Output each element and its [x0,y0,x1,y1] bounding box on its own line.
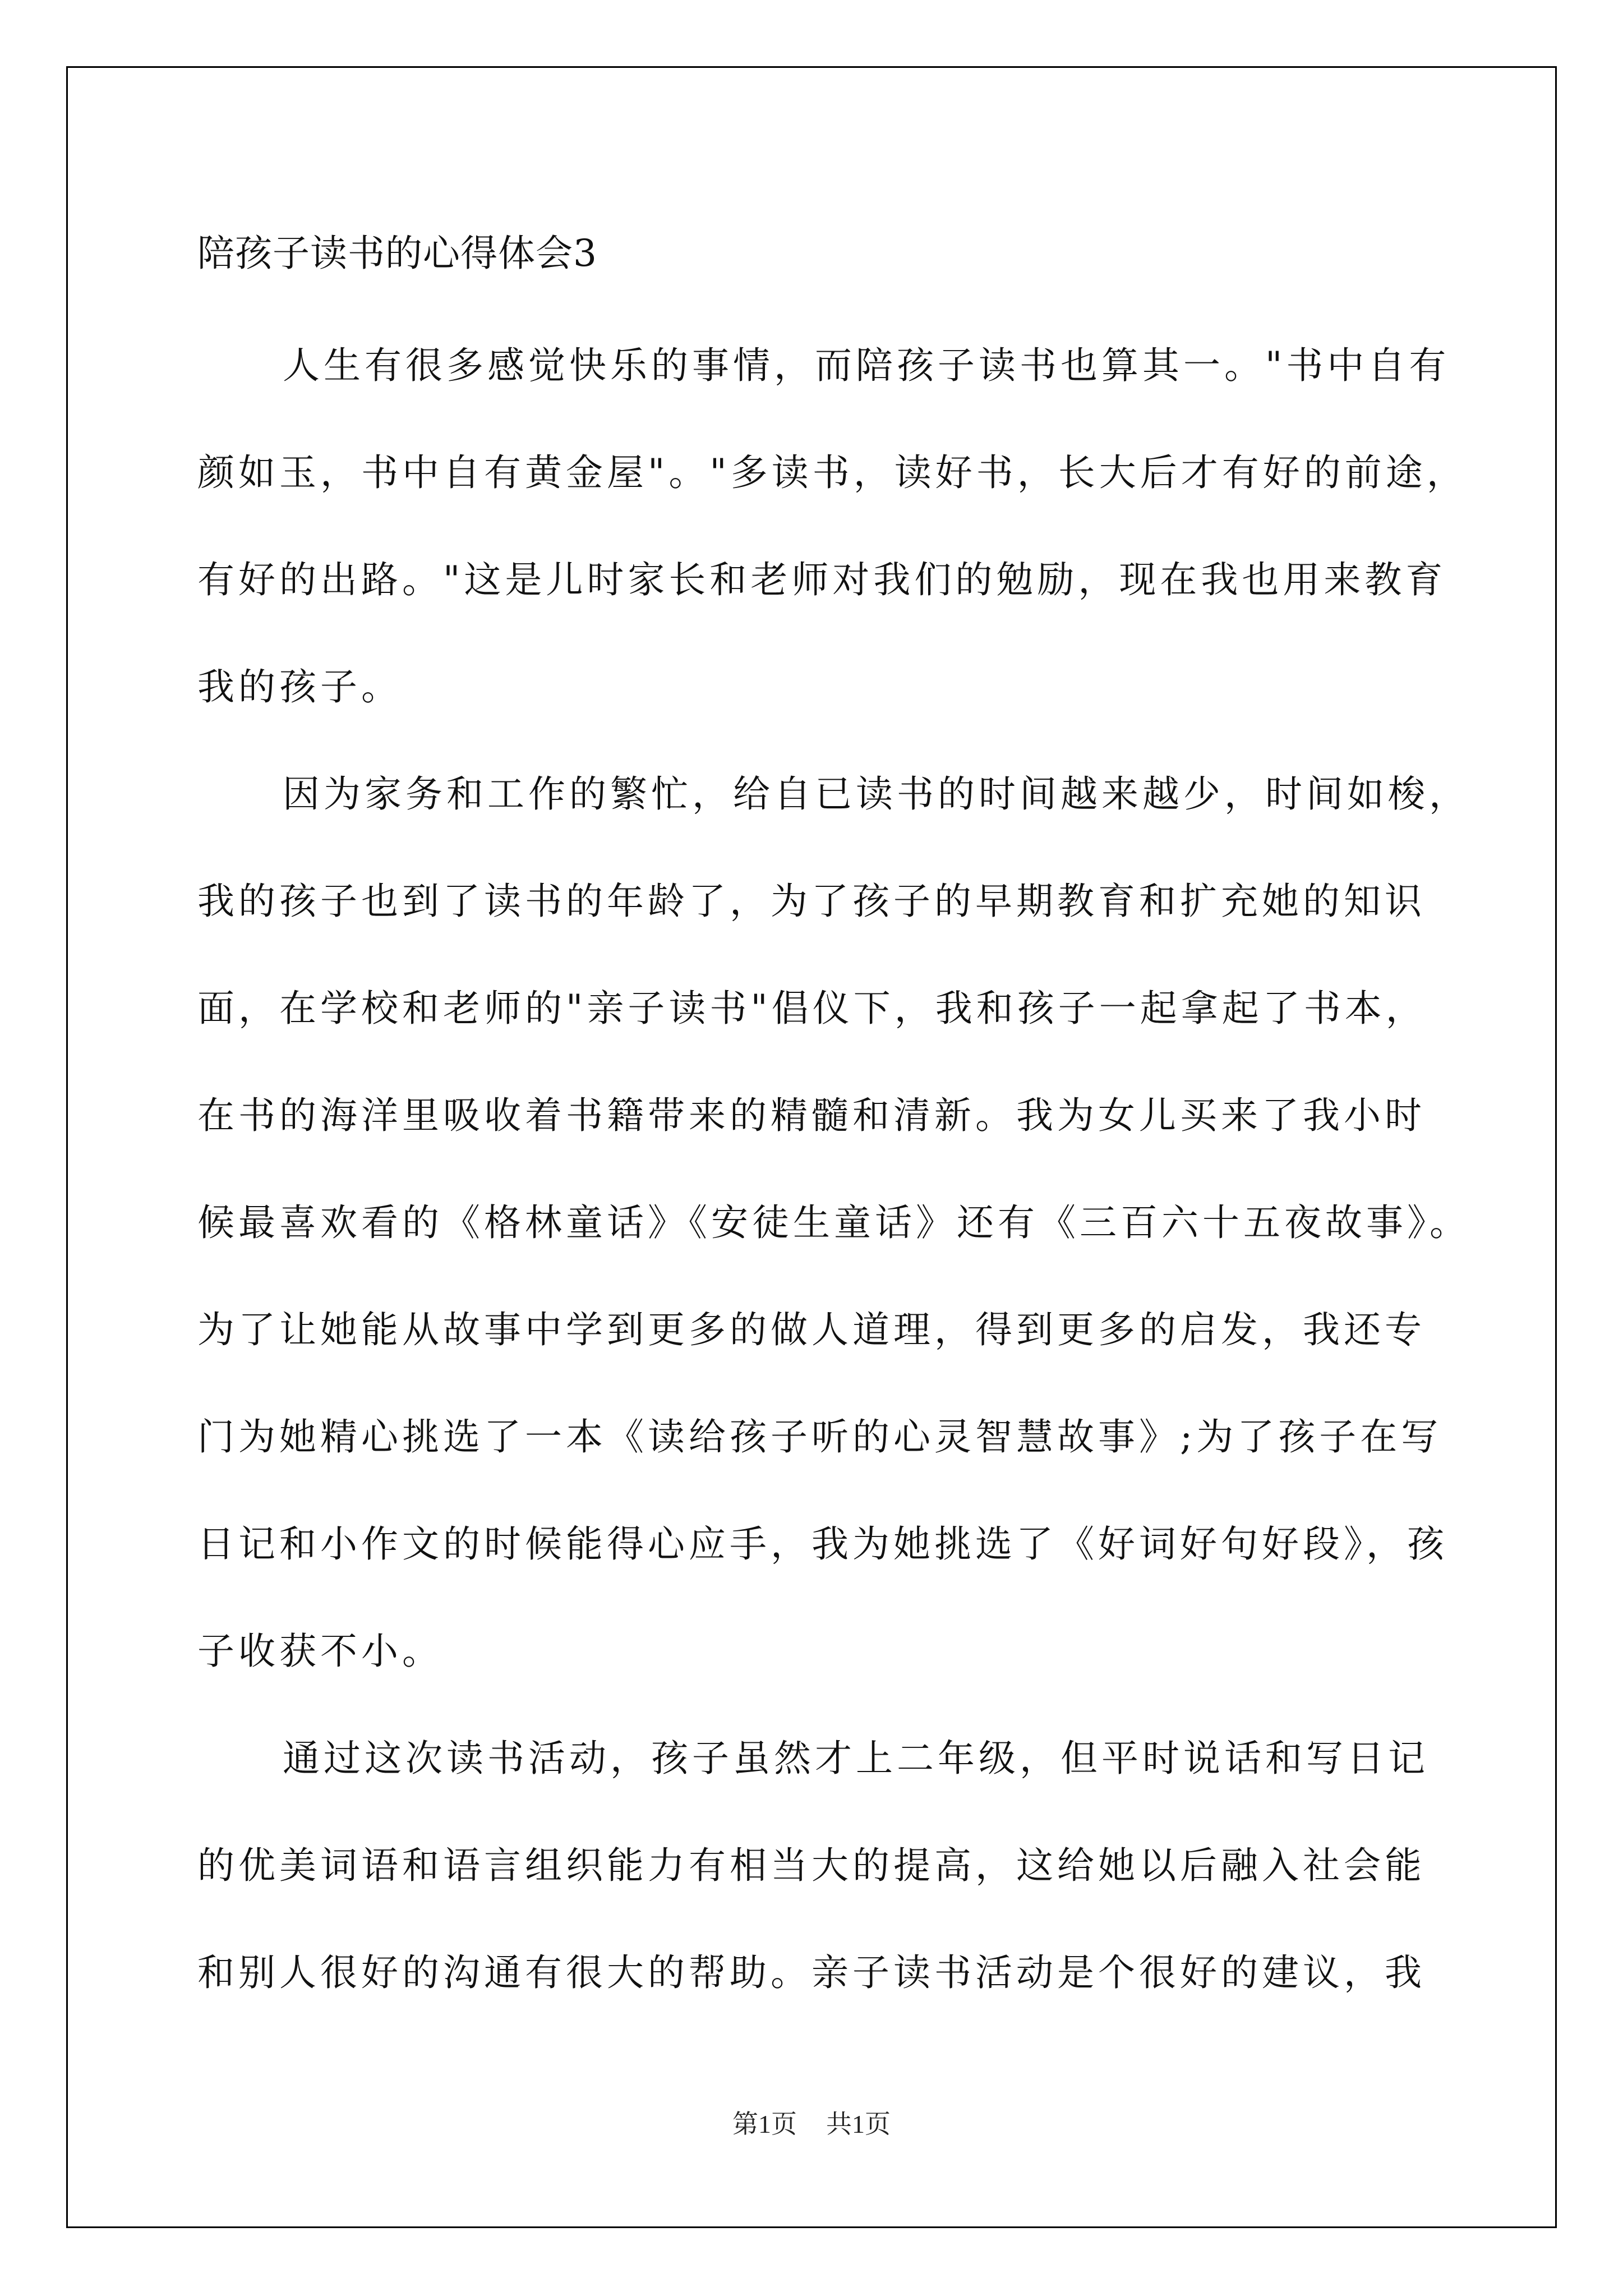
paragraph-line: 门为她精心挑选了一本《读给孩子听的心灵智慧故事》;为了孩子在写 [197,1415,1442,1458]
paragraph-line: 颜如玉，书中自有黄金屋"。"多读书，读好书，长大后才有好的前途， [197,451,1468,494]
paragraph-line: 我的孩子也到了读书的年龄了，为了孩子的早期教育和扩充她的知识 [197,880,1426,923]
page-number: 第1页 [732,2110,797,2138]
paragraph-line: 面，在学校和老师的"亲子读书"倡仪下，我和孩子一起拿起了书本， [197,987,1427,1030]
paragraph-line: 在书的海洋里吸收着书籍带来的精髓和清新。我为女儿买来了我小时 [197,1094,1426,1137]
paragraph-line: 通过这次读书活动，孩子虽然才上二年级，但平时说话和写日记 [283,1737,1429,1780]
paragraph-1 [197,312,1468,740]
paragraph-line: 和别人很好的沟通有很大的帮助。亲子读书活动是个很好的建议，我 [197,1951,1426,1994]
paragraph-line: 我的孩子。 [197,665,402,708]
paragraph-line: 日记和小作文的时候能得心应手，我为她挑选了《好词好句好段》，孩 [197,1522,1448,1566]
paragraph-3 [197,1705,1431,2026]
paragraph-line: 为了让她能从故事中学到更多的做人道理，得到更多的启发，我还专 [197,1308,1426,1351]
paragraph-line: 因为家务和工作的繁忙，给自已读书的时间越来越少，时间如梭， [283,772,1470,816]
page-total: 共1页 [826,2110,891,2138]
paragraph-line: 有好的出路。"这是儿时家长和老师对我们的勉励，现在我也用来教育 [197,558,1447,601]
paragraph-line: 的优美词语和语言组织能力有相当大的提高，这给她以后融入社会能 [197,1844,1426,1887]
paragraph-line: 子收获不小。 [197,1630,443,1673]
paragraph-2 [197,740,1470,1705]
paragraph-line: 人生有很多感觉快乐的事情，而陪孩子读书也算其一。"书中自有 [283,344,1450,387]
page-footer [0,2104,1623,2141]
document-body [197,220,1470,2026]
document-title: 陪孩子读书的心得体会3 [197,232,597,275]
paragraph-line: 候最喜欢看的《格林童话》《安徒生童话》还有《三百六十五夜故事》。 [197,1201,1470,1244]
